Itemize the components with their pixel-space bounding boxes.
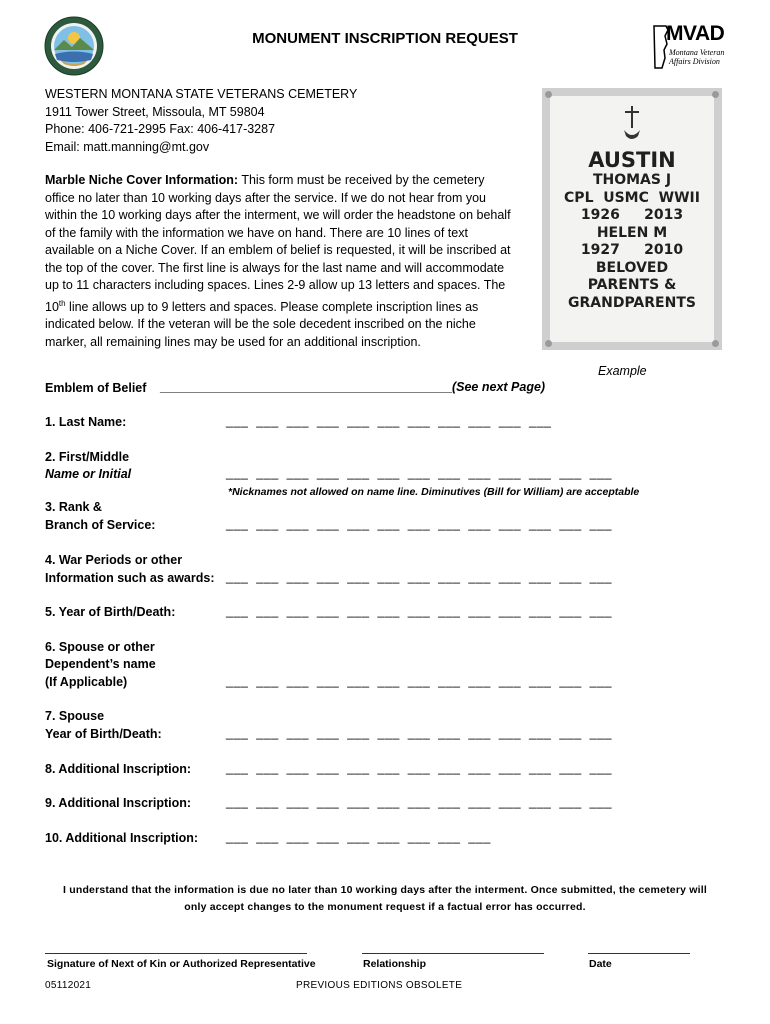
example-caption: Example [598, 364, 647, 378]
mvad-logo-subtitle-1: Montana Veteran [669, 48, 725, 57]
mvad-logo-text: MVAD [666, 22, 725, 45]
example-line: THOMAS J [592, 172, 672, 188]
field-2-blanks[interactable]: ___ ___ ___ ___ ___ ___ ___ ___ ___ ___ ___ ___ ___ [226, 466, 612, 480]
field-1-label: 1. Last Name: [45, 415, 127, 429]
field-6-blanks[interactable]: ___ ___ ___ ___ ___ ___ ___ ___ ___ ___ ___ ___ ___ [226, 674, 612, 688]
niche-cover-information [45, 172, 515, 351]
field-5-label: 5. Year of Birth/Death: [45, 605, 176, 619]
field-4-blanks[interactable]: ___ ___ ___ ___ ___ ___ ___ ___ ___ ___ ___ ___ ___ [226, 570, 612, 584]
field-8-blanks[interactable]: ___ ___ ___ ___ ___ ___ ___ ___ ___ ___ ___ ___ ___ [226, 761, 612, 775]
acknowledgement-line: I understand that the information is due no later than 10 working days after the interment. Once submitted, the cemetery will [62, 884, 708, 896]
emblem-blank[interactable]: __________________________________________ [160, 380, 452, 394]
acknowledgement-line: only accept changes to the monument request if a factual error has occurred. [184, 901, 586, 913]
example-line: CPL USMC WWII [564, 189, 700, 206]
info-text: line allows up to 9 letters and spaces. Please complete inscription lines as indicated below. If the veteran will be the sole decedent inscribed on the niche marker, all remaining lines may be used for an additional inscription. [45, 299, 479, 349]
field-4-label-sub: Information such as awards: [45, 571, 215, 585]
address-line: Phone: 406-721-2995 Fax: 406-417-3287 [45, 122, 276, 136]
address-line: 1911 Tower Street, Missoula, MT 59804 [45, 104, 265, 119]
field-3-blanks[interactable]: ___ ___ ___ ___ ___ ___ ___ ___ ___ ___ ___ ___ ___ [226, 517, 612, 531]
field-3-label: 3. Rank & [45, 500, 102, 514]
example-niche-cover-image [542, 88, 722, 350]
mvad-logo [652, 24, 734, 70]
acknowledgement-statement [40, 882, 730, 916]
field-4-label: 4. War Periods or other [45, 553, 183, 567]
example-line: 1927 2010 [580, 242, 684, 258]
relationship-label: Relationship [363, 958, 427, 970]
example-line: 1926 2013 [580, 207, 684, 223]
info-sup: th [58, 298, 66, 308]
field-3-label-sub: Branch of Service: [45, 518, 156, 532]
field-5-blanks[interactable]: ___ ___ ___ ___ ___ ___ ___ ___ ___ ___ ___ ___ ___ [226, 604, 612, 618]
field-6-label-sub2: (If Applicable) [45, 675, 128, 689]
field-2-label-sub: Name or Initial [45, 467, 132, 481]
field-8-label: 8. Additional Inscription: [45, 762, 192, 776]
obsolete-notice: PREVIOUS EDITIONS OBSOLETE [296, 980, 463, 991]
mvad-logo-subtitle-2: Affairs Division [669, 57, 720, 66]
emblem-label: Emblem of Belief [45, 381, 147, 395]
field-7-label-sub: Year of Birth/Death: [45, 727, 162, 741]
cemetery-address [45, 86, 357, 156]
field-2-label: 2. First/Middle [45, 450, 130, 464]
field-9-blanks[interactable]: ___ ___ ___ ___ ___ ___ ___ ___ ___ ___ ___ ___ ___ [226, 795, 612, 809]
example-line: HELEN M [596, 224, 668, 241]
signature-line[interactable] [45, 953, 307, 954]
cross-emblem-icon [620, 106, 644, 142]
info-text: This form must be received by the cemetery office no later than 10 working days after the service. If we do not hear from you within the 10 working days after the interment, we will order the headstone on behalf of the family with the information we have on hand. There are 10 lines of text available on a Niche Cover. If an emblem of belief is requested, it will be inscribed at the top of the cover. The first line is always for the last name and will accommodate up to 11 characters including spaces. Lines 2-9 allow up 13 letters and spaces. The 10 [45, 173, 511, 314]
field-7-label: 7. Spouse [45, 709, 105, 723]
example-line: PARENTS & [587, 277, 677, 293]
field-1-blanks[interactable]: ___ ___ ___ ___ ___ ___ ___ ___ ___ ___ ___ [226, 414, 552, 428]
date-label: Date [589, 958, 612, 970]
field-10-blanks[interactable]: ___ ___ ___ ___ ___ ___ ___ ___ ___ [226, 830, 491, 844]
example-line: GRANDPARENTS [568, 294, 696, 311]
address-email: Email: matt.manning@mt.gov [45, 139, 210, 154]
emblem-note: (See next Page) [451, 380, 546, 394]
form-code: 05112021 [45, 980, 92, 991]
example-line: BELOVED [595, 259, 669, 276]
example-line: AUSTIN [588, 148, 676, 172]
address-line: WESTERN MONTANA STATE VETERANS CEMETERY [45, 87, 358, 101]
example-inscription [542, 148, 722, 312]
signature-label: Signature of Next of Kin or Authorized Representative [47, 958, 316, 970]
page-title: MONUMENT INSCRIPTION REQUEST [252, 30, 518, 47]
date-line[interactable] [588, 953, 690, 954]
field-9-label: 9. Additional Inscription: [45, 796, 192, 810]
field-7-blanks[interactable]: ___ ___ ___ ___ ___ ___ ___ ___ ___ ___ ___ ___ ___ [226, 726, 612, 740]
field-10-label: 10. Additional Inscription: [45, 831, 199, 845]
field-6-label: 6. Spouse or other [45, 640, 155, 654]
relationship-line[interactable] [362, 953, 544, 954]
field-2-note: *Nicknames not allowed on name line. Diminutives (Bill for William) are acceptable [228, 486, 640, 498]
emblem-field[interactable] [160, 380, 545, 394]
info-heading: Marble Niche Cover Information: [45, 173, 239, 187]
field-6-label-sub: Dependent’s name [45, 657, 156, 671]
